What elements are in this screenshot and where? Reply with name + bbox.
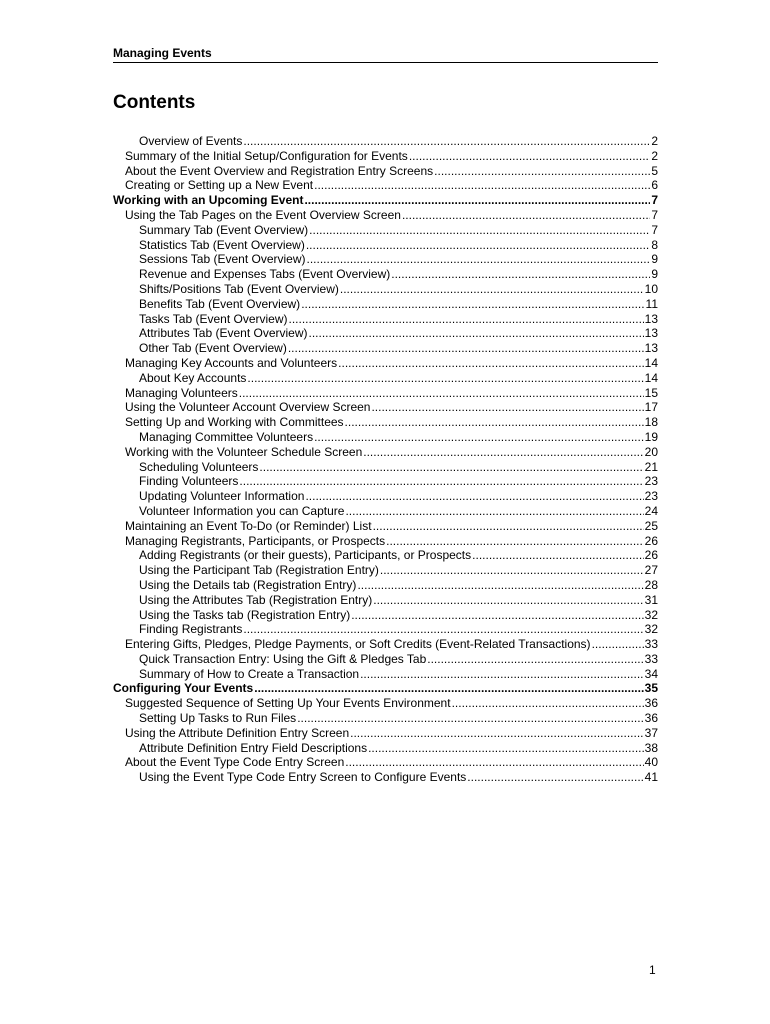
toc-entry-page-number: 35 [644,681,658,696]
toc-entry-label: Using the Attribute Definition Entry Screen [125,725,350,740]
toc-entry-label: Quick Transaction Entry: Using the Gift & Pledges Tab [139,651,427,666]
toc-entry-label: Setting Up and Working with Committees [125,415,344,430]
dot-leader [301,297,644,312]
toc-entry[interactable] [113,252,658,267]
toc-entry[interactable] [113,770,658,785]
dot-leader [305,489,643,504]
toc-entry-label: Configuring Your Events [113,681,254,696]
dot-leader [345,415,644,430]
toc-entry-page-number: 13 [644,326,658,341]
toc-entry[interactable] [113,681,658,696]
dot-leader [363,445,643,460]
toc-entry-page-number: 27 [644,563,658,578]
dot-leader [247,371,643,386]
toc-entry[interactable] [113,149,658,164]
toc-entry-page-number: 13 [644,341,658,356]
toc-entry[interactable] [113,178,658,193]
dot-leader [338,356,643,371]
toc-entry-label: Using the Tasks tab (Registration Entry) [139,607,351,622]
toc-entry[interactable] [113,341,658,356]
toc-entry-label: Sessions Tab (Event Overview) [139,252,306,267]
dot-leader [314,430,644,445]
dot-leader [243,622,643,637]
toc-entry-label: Attributes Tab (Event Overview) [139,326,308,341]
toc-entry[interactable] [113,667,658,682]
toc-entry-page-number: 24 [644,503,658,518]
toc-entry[interactable] [113,563,658,578]
toc-entry-page-number: 11 [645,296,658,311]
dot-leader [427,652,643,667]
toc-entry-label: Using the Attributes Tab (Registration Entry) [139,592,373,607]
toc-entry-page-number: 9 [651,252,658,267]
toc-entry-label: About the Event Overview and Registration Entry Screens [125,163,434,178]
table-of-contents [113,134,658,785]
dot-leader [304,193,650,208]
toc-entry-label: Managing Key Accounts and Volunteers [125,355,338,370]
toc-entry[interactable] [113,711,658,726]
toc-entry-page-number: 9 [651,267,658,282]
dot-leader [297,711,643,726]
toc-entry-page-number: 33 [644,637,658,652]
toc-entry[interactable] [113,267,658,282]
toc-entry-page-number: 6 [651,178,658,193]
toc-entry-page-number: 33 [644,651,658,666]
toc-entry-label: Managing Registrants, Participants, or Prospects [125,533,386,548]
toc-entry-page-number: 28 [644,577,658,592]
toc-entry-label: About Key Accounts [139,370,247,385]
toc-entry-page-number: 23 [644,474,658,489]
running-header: Managing Events [113,46,658,63]
toc-entry[interactable] [113,726,658,741]
toc-entry-label: Shifts/Positions Tab (Event Overview) [139,281,339,296]
toc-entry-label: Setting Up Tasks to Run Files [139,711,297,726]
toc-entry-label: Summary Tab (Event Overview) [139,222,309,237]
toc-entry-page-number: 7 [651,207,658,222]
toc-entry[interactable] [113,460,658,475]
toc-entry-page-number: 32 [644,607,658,622]
toc-entry-label: About the Event Type Code Entry Screen [125,755,345,770]
toc-entry[interactable] [113,755,658,770]
toc-entry-label: Working with an Upcoming Event [113,193,304,208]
dot-leader [345,755,643,770]
toc-entry[interactable] [113,622,658,637]
toc-entry[interactable] [113,430,658,445]
toc-entry-page-number: 20 [644,444,658,459]
toc-entry-page-number: 25 [644,518,658,533]
toc-entry-label: Updating Volunteer Information [139,489,305,504]
toc-entry-label: Using the Participant Tab (Registration Entry) [139,563,379,578]
toc-entry-label: Using the Event Type Code Entry Screen to Configure Events [139,770,467,785]
dot-leader [434,164,650,179]
toc-entry-page-number: 32 [644,622,658,637]
toc-entry-page-number: 26 [644,548,658,563]
toc-entry[interactable] [113,548,658,563]
dot-leader [309,223,650,238]
toc-entry[interactable] [113,534,658,549]
toc-entry-label: Using the Tab Pages on the Event Overview Screen [125,207,401,222]
toc-entry[interactable] [113,371,658,386]
dot-leader [472,548,643,563]
toc-entry-page-number: 21 [644,459,658,474]
toc-entry-page-number: 38 [644,740,658,755]
toc-entry-label: Revenue and Expenses Tabs (Event Overview) [139,267,391,282]
toc-entry-page-number: 10 [644,281,658,296]
dot-leader [350,726,644,741]
dot-leader [259,460,643,475]
toc-entry-page-number: 17 [644,400,658,415]
toc-entry-page-number: 7 [651,193,658,208]
toc-entry[interactable] [113,400,658,415]
toc-entry-page-number: 36 [644,696,658,711]
toc-entry-label: Statistics Tab (Event Overview) [139,237,305,252]
toc-entry-label: Using the Volunteer Account Overview Screen [125,400,371,415]
toc-entry-page-number: 18 [644,415,658,430]
toc-entry-label: Creating or Setting up a New Event [125,178,314,193]
toc-entry-page-number: 34 [644,666,658,681]
dot-leader [340,282,644,297]
toc-entry-label: Summary of the Initial Setup/Configuration for Events [125,148,408,163]
toc-entry[interactable] [113,696,658,711]
dot-leader [345,504,643,519]
toc-entry-page-number: 14 [644,355,658,370]
toc-title: Contents [113,92,196,113]
toc-entry[interactable] [113,238,658,253]
toc-entry[interactable] [113,326,658,341]
dot-leader [239,474,643,489]
toc-entry-page-number: 5 [651,163,658,178]
toc-entry[interactable] [113,474,658,489]
toc-entry[interactable] [113,578,658,593]
page-number: 1 [649,963,656,977]
toc-entry-page-number: 14 [644,370,658,385]
toc-entry[interactable] [113,445,658,460]
dot-leader [452,696,644,711]
dot-leader [306,238,650,253]
toc-entry[interactable] [113,608,658,623]
toc-entry[interactable] [113,208,658,223]
dot-leader [373,519,644,534]
dot-leader [307,252,651,267]
toc-entry[interactable] [113,164,658,179]
dot-leader [467,770,643,785]
dot-leader [592,637,644,652]
toc-entry[interactable] [113,134,658,149]
toc-entry-label: Overview of Events [139,134,243,148]
dot-leader [289,312,644,327]
dot-leader [386,534,644,549]
dot-leader [243,134,650,149]
toc-entry-page-number: 15 [644,385,658,400]
dot-leader [402,208,650,223]
toc-entry-page-number: 41 [644,770,658,785]
toc-entry[interactable] [113,652,658,667]
toc-entry-label: Entering Gifts, Pledges, Pledge Payments, or Soft Credits (Event-Related Transactions) [125,637,591,652]
toc-entry[interactable] [113,223,658,238]
toc-entry-label: Maintaining an Event To-Do (or Reminder) List [125,518,372,533]
toc-entry-label: Volunteer Information you can Capture [139,503,345,518]
dot-leader [391,267,650,282]
toc-entry[interactable] [113,193,658,208]
dot-leader [371,400,643,415]
toc-entry-label: Suggested Sequence of Setting Up Your Events Environment [125,696,451,711]
toc-entry[interactable] [113,415,658,430]
dot-leader [239,386,644,401]
toc-entry-page-number: 40 [644,755,658,770]
toc-entry-label: Managing Committee Volunteers [139,429,314,444]
toc-entry-label: Using the Details tab (Registration Entry) [139,577,357,592]
toc-entry-label: Adding Registrants (or their guests), Participants, or Prospects [139,548,472,563]
toc-entry[interactable] [113,519,658,534]
dot-leader [357,578,643,593]
dot-leader [380,563,644,578]
toc-entry-page-number: 36 [644,711,658,726]
toc-entry-label: Attribute Definition Entry Field Descriptions [139,740,368,755]
toc-entry-page-number: 13 [644,311,658,326]
toc-entry[interactable] [113,637,658,652]
toc-entry-label: Benefits Tab (Event Overview) [139,296,301,311]
toc-entry[interactable] [113,504,658,519]
dot-leader [314,178,650,193]
toc-entry-page-number: 31 [644,592,658,607]
toc-entry-label: Scheduling Volunteers [139,459,259,474]
toc-entry-label: Finding Registrants [139,622,243,637]
dot-leader [373,593,643,608]
dot-leader [351,608,643,623]
toc-entry-page-number: 23 [644,489,658,504]
toc-entry[interactable] [113,312,658,327]
toc-entry-label: Finding Volunteers [139,474,239,489]
dot-leader [288,341,644,356]
toc-entry-page-number: 8 [651,237,658,252]
dot-leader [409,149,651,164]
toc-entry[interactable] [113,386,658,401]
toc-entry[interactable] [113,593,658,608]
toc-entry-page-number: 19 [644,429,658,444]
toc-entry-page-number: 2 [651,148,658,163]
toc-entry[interactable] [113,489,658,504]
dot-leader [309,326,644,341]
toc-entry-label: Summary of How to Create a Transaction [139,666,360,681]
toc-entry[interactable] [113,741,658,756]
toc-entry-label: Managing Volunteers [125,385,238,400]
toc-entry-page-number: 2 [651,134,658,148]
dot-leader [254,681,643,696]
toc-entry-label: Working with the Volunteer Schedule Screen [125,444,363,459]
toc-entry[interactable] [113,356,658,371]
toc-entry-page-number: 26 [644,533,658,548]
dot-leader [368,741,644,756]
toc-entry-label: Other Tab (Event Overview) [139,341,287,356]
dot-leader [360,667,644,682]
toc-entry[interactable] [113,282,658,297]
toc-entry-label: Tasks Tab (Event Overview) [139,311,288,326]
toc-entry[interactable] [113,297,658,312]
toc-entry-page-number: 7 [651,222,658,237]
toc-entry-page-number: 37 [644,725,658,740]
